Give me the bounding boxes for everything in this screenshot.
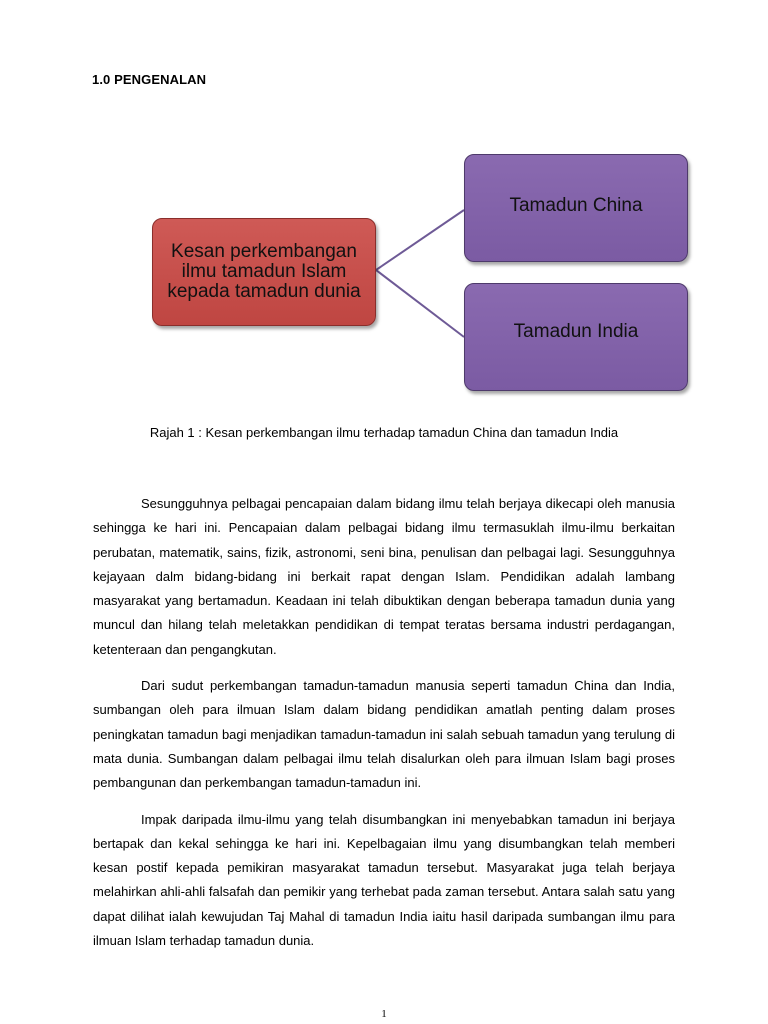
paragraph-2: Dari sudut perkembangan tamadun-tamadun manusia seperti tamadun China dan India, sumbangan oleh para ilmuan Islam dalam bidang pendidikan amatlah penting dalam proses peningkatan tamadun bagi menjadikan tamadun-tamadun ini salah sebuah tamadun yang terulung di mata dunia. Sumbangan dalam pelbagai ilmu telah disalurkan oleh para ilmuan Islam bagi proses pembangunan dan perkembangan tamadun-tamadun ini.: [93, 678, 675, 791]
diagram-branch-india-label: Tamadun India: [513, 321, 639, 342]
diagram-branch-china: [464, 154, 688, 262]
paragraph-1: Sesungguhnya pelbagai pencapaian dalam bidang ilmu telah berjaya dikecapi oleh manusia sehingga ke hari ini. Pencapaian dalam pelbagai bidang ilmu termasuklah ilmu-ilmu berkaitan perubatan, matematik, sains, fizik, astronomi, seni bina, penulisan dan pelbagai lagi. Sesungguhnya kejayaan dalm bidang-bidang ini berkait rapat dengan Islam. Pendidikan adalah lambang masyarakat yang bertamadun. Keadaan ini telah dibuktikan dengan beberapa tamadun dunia yang muncul dan hilang telah meletakkan pendidikan di tempat teratas bersama industri perdagangan, ketenteraan dan pengangkutan.: [93, 496, 675, 657]
diagram-branch-india: [464, 283, 688, 391]
diagram-center-box: [152, 218, 376, 326]
paragraph-3: Impak daripada ilmu-ilmu yang telah disumbangkan ini menyebabkan tamadun ini berjaya bertapak dan kekal sehingga ke hari ini. Kepelbagaian ilmu yang disumbangkan telah memberi kesan postif kepada pemikiran masyarakat tamadun tersebut. Masyarakat juga telah berjaya melahirkan ahli-ahli falsafah dan pemikir yang terhebat pada zaman tersebut. Antara salah satu yang dapat dilihat ialah kewujudan Taj Mahal di tamadun India iaitu hasil daripada sumbangan ilmu para ilmuan Islam terhadap tamadun dunia.: [93, 811, 675, 949]
body-text: [93, 492, 675, 965]
diagram-branch-china-label: Tamadun China: [509, 195, 643, 216]
diagram-center-label: Kesan perkembangan ilmu tamadun Islam kepada tamadun dunia: [167, 241, 361, 302]
page-number: 1: [381, 1008, 387, 1020]
figure-caption: Rajah 1 : Kesan perkembangan ilmu terhadap tamadun China dan tamadun India: [149, 425, 619, 440]
connector-to-china: [376, 210, 464, 270]
connector-to-india: [376, 270, 464, 337]
section-heading: 1.0 PENGENALAN: [92, 72, 207, 87]
